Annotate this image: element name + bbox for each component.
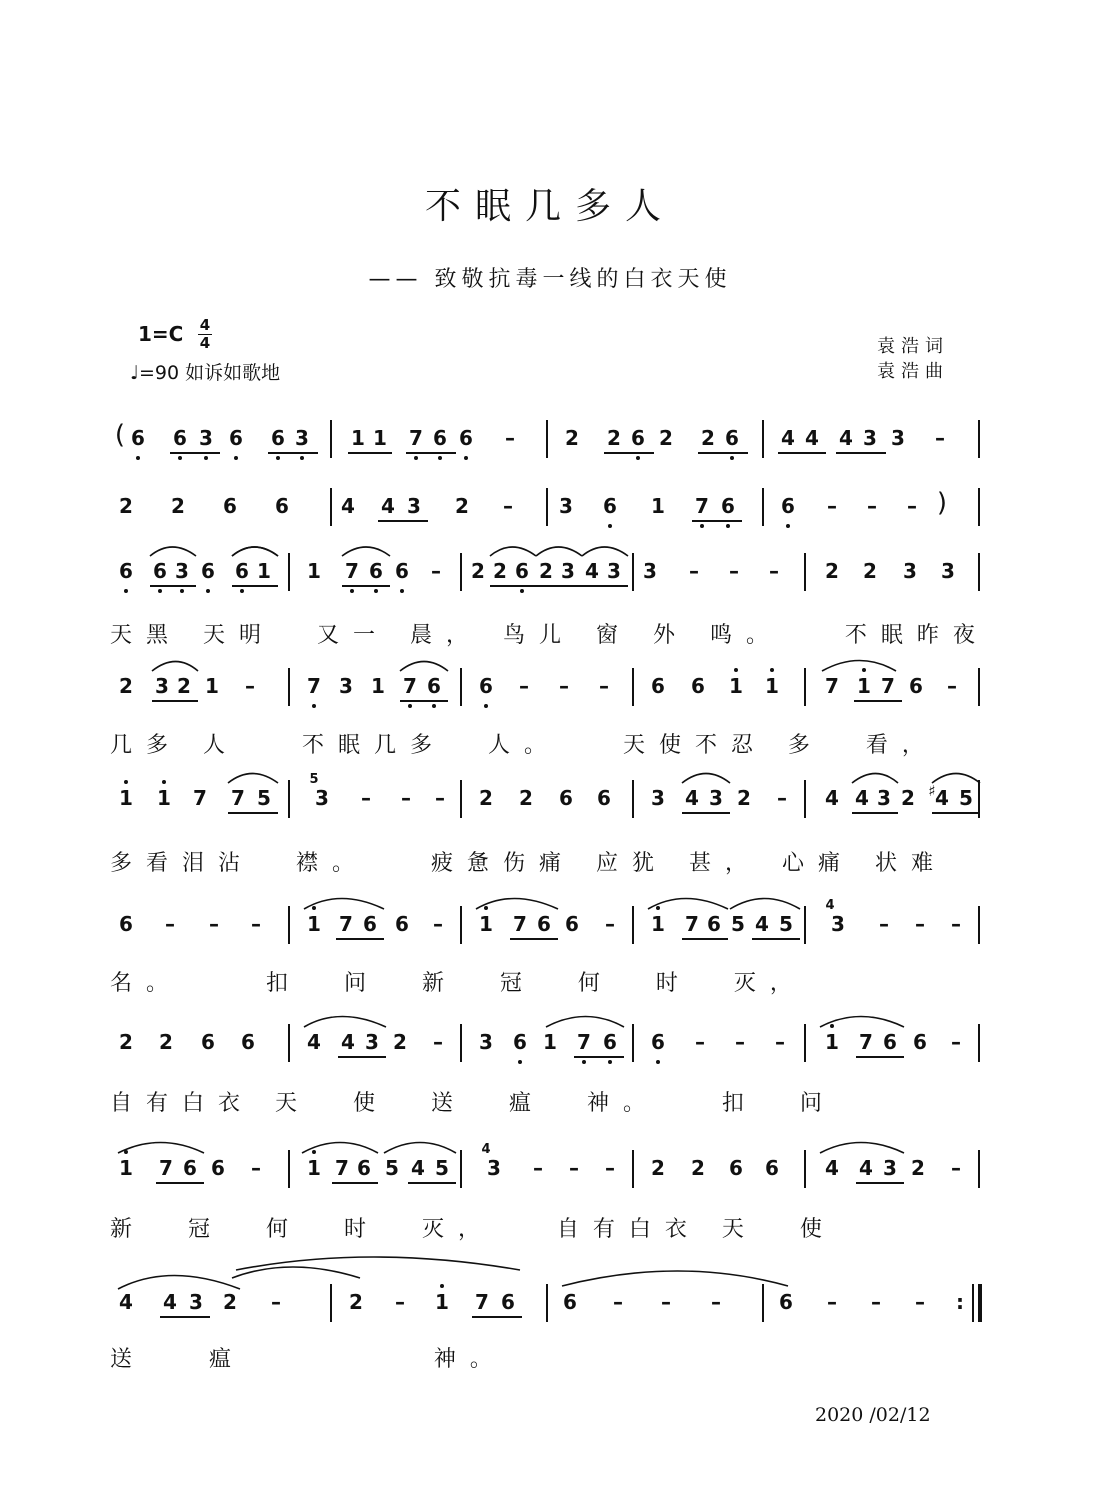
lyrics-row-8: 新 冠 何 时 灭， 自有白衣 天 使 [110, 1217, 836, 1242]
row-2-notes: 2 2 6 6 4 4 3 2 – 3 6 1 7 6 6 – – – ) [110, 488, 990, 528]
date-stamp: 2020 /02/12 [815, 1404, 931, 1426]
row-3-notes: 6 6 3 6 6 1 1 7 6 6 – 2 2 6 2 3 4 3 3 – – – 2 2 3 3 [110, 553, 990, 593]
row-1-notes: ( 6 6 3 6 6 3 1 1 7 6 6 – 2 2 6 2 2 6 4 4 4 3 3 – [110, 420, 990, 460]
lyricist-credit: 袁浩词 [877, 336, 949, 357]
row-8-notes: 1 7 6 6 – 1 7 6 5 4 5 4 3 – – – 2 2 6 6 4 4 3 2 – [110, 1150, 990, 1190]
lyrics-row-6: 名。 扣 问 新 冠 何 时 灭， [110, 971, 806, 996]
composer-credit: 袁浩曲 [877, 361, 949, 382]
meter-top: 4 [199, 316, 211, 334]
row-9-notes: 4 4 3 2 – 2 – 1 7 6 6 – – – 6 – – – : [110, 1284, 990, 1324]
lyrics-row-5: 多看泪沾 襟。 疲惫伤痛 应犹 甚， 心痛 状难 [110, 851, 947, 876]
key-signature: 1=C [138, 322, 184, 346]
row-6-notes: 6 – – – 1 7 6 6 – 1 7 6 6 – 1 7 6 5 4 5 4 3 – – – [110, 906, 990, 946]
lyrics-row-3: 天黑 天明 又一 晨， 鸟儿 窗 外 鸣。 不眠昨夜 [110, 623, 989, 648]
lyrics-row-4: 几多 人 不眠几多 人。 天使不忍 多 看， [110, 733, 938, 758]
lyrics-row-9: 送 瘟 神。 [110, 1347, 506, 1372]
tempo-marking: ♩=90 如诉如歌地 [130, 362, 281, 384]
lyrics-row-7: 自有白衣 天 使 送 瘟 神。 扣 问 [110, 1091, 836, 1116]
meter-bottom: 4 [199, 334, 211, 352]
song-title: 不眠几多人 [424, 186, 675, 227]
song-subtitle: —— 致敬抗毒一线的白衣天使 [368, 267, 732, 292]
row-5-notes: 1 1 7 7 5 5 3 – – – 2 2 6 6 3 4 3 2 – 4 4 3 2 ♯ 4 5 [110, 780, 990, 820]
row-4-notes: 2 3 2 1 – 7 3 1 7 6 6 – – – 6 6 1 1 7 1 7 6 – [110, 668, 990, 708]
row-7-notes: 2 2 6 6 4 4 3 2 – 3 6 1 7 6 6 – – – 1 7 6 6 – [110, 1024, 990, 1064]
